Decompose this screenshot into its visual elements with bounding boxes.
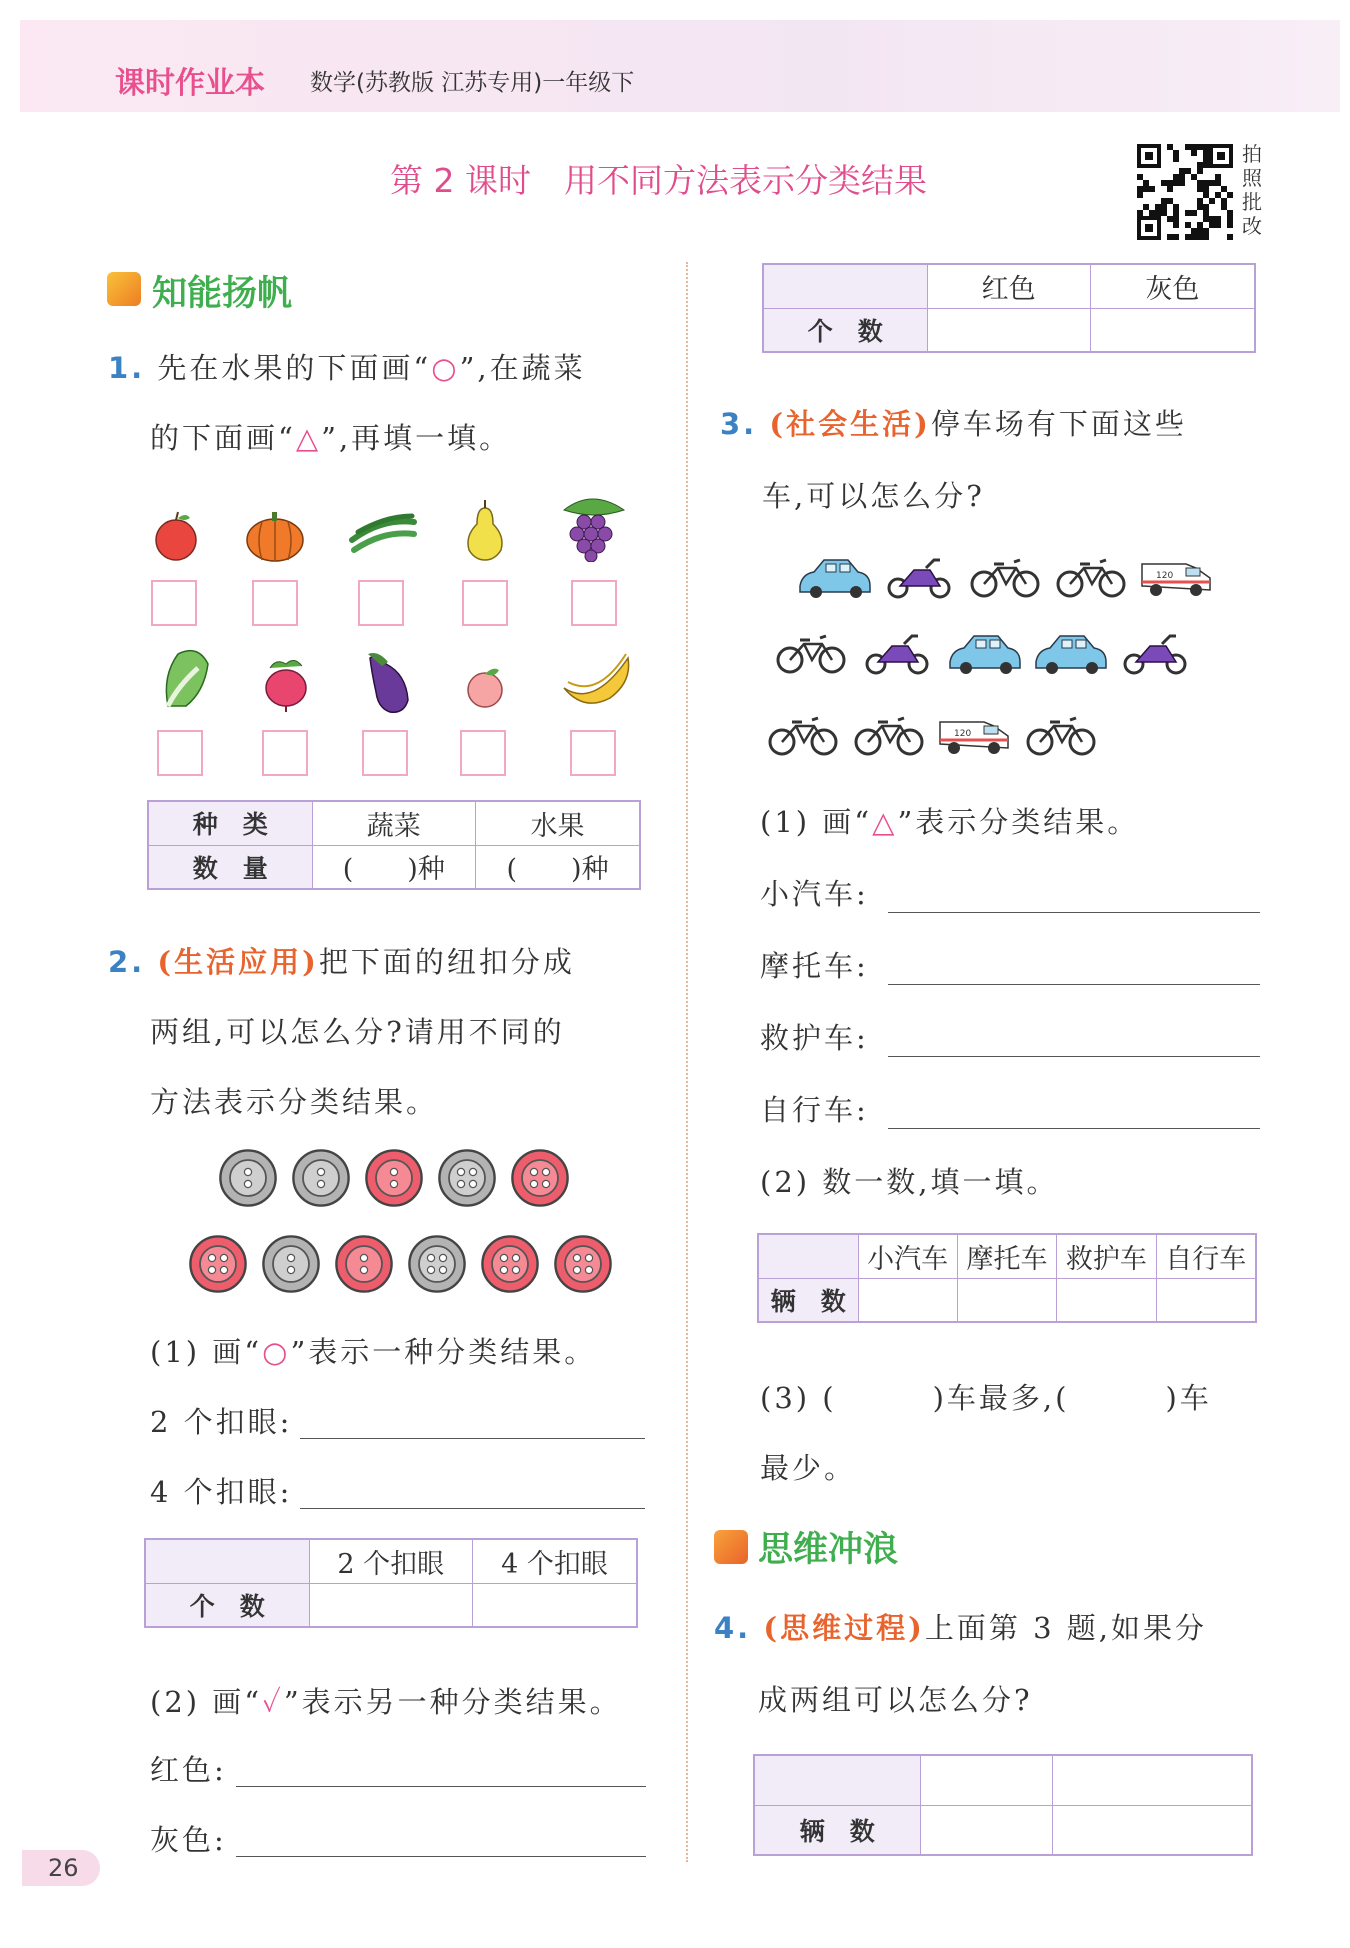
answer-line-two-holes[interactable]	[300, 1438, 645, 1439]
label-car: 小汽车:	[760, 877, 869, 911]
q1-table-fruit: 水果	[476, 801, 640, 845]
answer-line-motorcycle[interactable]	[888, 984, 1260, 985]
q3-line1	[720, 402, 1187, 443]
answer-box[interactable]	[157, 730, 203, 776]
q1-table-header-kind: 种 类	[148, 801, 312, 845]
bicycle-count-cell[interactable]	[1156, 1278, 1256, 1322]
q1-text-a: 先在水果的下面画“	[157, 351, 432, 385]
answer-box[interactable]	[362, 730, 408, 776]
q3-vehicle-table	[757, 1233, 1257, 1323]
answer-line-ambulance[interactable]	[888, 1056, 1260, 1057]
q1-text-b: ”,在蔬菜	[459, 351, 586, 385]
radish-icon	[260, 656, 314, 712]
q4-table	[753, 1754, 1253, 1856]
car-icon[interactable]	[944, 626, 1024, 680]
four-holes-header: 4 个扣眼	[473, 1539, 637, 1583]
q2-part2	[150, 1680, 622, 1721]
q3-part1	[760, 800, 1139, 841]
group-2-count-cell[interactable]	[1053, 1805, 1252, 1855]
answer-box[interactable]	[460, 730, 506, 776]
label-gray: 灰色:	[150, 1823, 227, 1857]
button-gray-2-holes-icon[interactable]	[291, 1148, 351, 1208]
check-symbol: ✓	[262, 1685, 284, 1719]
q2-p1-b: ”表示一种分类结果。	[290, 1335, 597, 1369]
q1-table-vegetable: 蔬菜	[312, 801, 476, 845]
q2-part1	[150, 1330, 596, 1371]
vehicle-count-header: 辆 数	[754, 1805, 920, 1855]
button-red-4-holes-icon[interactable]	[553, 1234, 613, 1294]
bicycle-icon[interactable]	[1052, 550, 1132, 604]
answer-line-bicycle[interactable]	[888, 1128, 1260, 1129]
label-ambulance: 救护车:	[760, 1021, 869, 1055]
car-icon[interactable]	[1030, 626, 1110, 680]
motorcycle-icon[interactable]	[1116, 626, 1196, 680]
green-beans-icon	[348, 510, 418, 560]
triangle-symbol: △	[872, 805, 898, 839]
q1-fruit-count-cell[interactable]: ( )种	[476, 845, 640, 889]
button-gray-2-holes-icon[interactable]	[261, 1234, 321, 1294]
q4-line2: 成两组可以怎么分?	[758, 1683, 1033, 1717]
bicycle-icon[interactable]	[764, 708, 844, 762]
bicycle-icon[interactable]	[850, 708, 930, 762]
lesson-title: 第 2 课时 用不同方法表示分类结果	[390, 161, 927, 200]
motorcycle-header: 摩托车	[957, 1234, 1056, 1278]
q2-text-a: 把下面的纽扣分成	[318, 945, 575, 979]
label-two-holes: 2 个扣眼:	[150, 1405, 293, 1439]
banana-icon	[558, 648, 634, 712]
label-four-holes: 4 个扣眼:	[150, 1475, 293, 1509]
table-corner	[758, 1234, 858, 1278]
apple-icon	[148, 508, 204, 564]
answer-box[interactable]	[151, 580, 197, 626]
pear-icon	[462, 498, 508, 562]
four-holes-count-cell[interactable]	[473, 1583, 637, 1627]
answer-line-gray[interactable]	[236, 1856, 646, 1857]
q2-p1-a: (1) 画“	[150, 1335, 263, 1369]
bicycle-icon[interactable]	[966, 550, 1046, 604]
circle-symbol: ○	[262, 1335, 291, 1369]
group-2-header-cell[interactable]	[1053, 1755, 1252, 1805]
answer-box[interactable]	[252, 580, 298, 626]
red-count-cell[interactable]	[927, 308, 1090, 352]
two-holes-header: 2 个扣眼	[309, 1539, 473, 1583]
section-title-2: 思维冲浪	[758, 1530, 899, 1570]
label-motorcycle: 摩托车:	[760, 949, 869, 983]
q1-text-d: ”,再填一填。	[321, 421, 512, 455]
table-corner	[145, 1539, 309, 1583]
q3-text-a: 停车场有下面这些	[930, 407, 1187, 441]
qr-code-icon[interactable]	[1135, 142, 1235, 242]
wave-icon	[714, 1530, 748, 1564]
q2-tag: (生活应用)	[157, 945, 319, 979]
ambulance-header: 救护车	[1057, 1234, 1156, 1278]
table-corner	[754, 1755, 920, 1805]
vehicle-count-header: 辆 数	[758, 1278, 858, 1322]
answer-line-red[interactable]	[236, 1786, 646, 1787]
q2-line2: 两组,可以怎么分?请用不同的	[150, 1015, 565, 1049]
ambulance-count-cell[interactable]	[1057, 1278, 1156, 1322]
q3-part2: (2) 数一数,填一填。	[760, 1165, 1059, 1199]
q1-number: 1.	[108, 351, 146, 385]
gray-header: 灰色	[1090, 264, 1255, 308]
button-gray-2-holes-icon[interactable]	[218, 1148, 278, 1208]
group-1-header-cell[interactable]	[920, 1755, 1053, 1805]
sail-icon	[107, 272, 141, 306]
car-header: 小汽车	[858, 1234, 957, 1278]
ambulance-icon[interactable]	[936, 708, 1016, 762]
count-header: 个 数	[145, 1583, 309, 1627]
circle-symbol: ○	[431, 351, 460, 385]
button-red-4-holes-icon[interactable]	[510, 1148, 570, 1208]
answer-box[interactable]	[462, 580, 508, 626]
label-red: 红色:	[150, 1753, 227, 1787]
q4-tag: (思维过程)	[763, 1611, 925, 1645]
bicycle-header: 自行车	[1156, 1234, 1256, 1278]
brand-title: 课时作业本	[115, 66, 265, 101]
bicycle-icon[interactable]	[1022, 708, 1102, 762]
q1-vegetable-count-cell[interactable]: ( )种	[312, 845, 476, 889]
answer-box[interactable]	[358, 580, 404, 626]
q3-number: 3.	[720, 407, 758, 441]
answer-line-car[interactable]	[888, 912, 1260, 913]
q2-line3: 方法表示分类结果。	[150, 1085, 439, 1119]
q2-p2-b: ”表示另一种分类结果。	[283, 1685, 622, 1719]
motorcycle-icon[interactable]	[858, 626, 938, 680]
q3-part3-line1: (3) ( )车最多,( )车	[760, 1381, 1212, 1415]
bok-choy-icon	[154, 646, 214, 710]
motorcycle-count-cell[interactable]	[957, 1278, 1056, 1322]
eggplant-icon	[360, 648, 416, 714]
pumpkin-icon	[244, 506, 306, 564]
group-1-count-cell[interactable]	[920, 1805, 1053, 1855]
answer-box[interactable]	[262, 730, 308, 776]
q1-table	[147, 800, 641, 890]
count-header: 个 数	[763, 308, 927, 352]
q1-text-c: 的下面画“	[150, 421, 296, 455]
q1-table-header-count: 数 量	[148, 845, 312, 889]
button-red-4-holes-icon[interactable]	[480, 1234, 540, 1294]
triangle-symbol: △	[295, 421, 322, 455]
book-subtitle: 数学(苏教版 江苏专用)一年级下	[310, 70, 635, 96]
q3-p1-b: ”表示分类结果。	[897, 805, 1140, 839]
page-number: 26	[22, 1850, 100, 1886]
button-red-2-holes-icon[interactable]	[364, 1148, 424, 1208]
q2-number: 2.	[108, 945, 146, 979]
gray-count-cell[interactable]	[1090, 308, 1255, 352]
button-gray-4-holes-icon[interactable]	[437, 1148, 497, 1208]
q4-text-a: 上面第 3 题,如果分	[924, 1611, 1207, 1645]
car-icon[interactable]	[794, 550, 874, 604]
bicycle-icon[interactable]	[772, 626, 852, 680]
ambulance-icon[interactable]	[1138, 550, 1218, 604]
section-title-1: 知能扬帆	[152, 274, 293, 314]
q4-line1	[714, 1606, 1207, 1647]
table-corner	[763, 264, 927, 308]
q2-color-table	[762, 263, 1256, 353]
q1-line1	[108, 346, 586, 387]
q1-line2	[150, 416, 511, 457]
label-bicycle: 自行车:	[760, 1093, 869, 1127]
motorcycle-icon[interactable]	[880, 550, 960, 604]
peach-icon	[462, 664, 508, 710]
answer-box[interactable]	[571, 580, 617, 626]
button-gray-4-holes-icon[interactable]	[407, 1234, 467, 1294]
q2-holes-table	[144, 1538, 638, 1628]
car-count-cell[interactable]	[858, 1278, 957, 1322]
q3-line2: 车,可以怎么分?	[762, 479, 985, 513]
q2-p2-a: (2) 画“	[150, 1685, 263, 1719]
qr-label: 拍照批改	[1242, 142, 1262, 238]
q3-part3-line2: 最少。	[760, 1451, 857, 1485]
q2-line1	[108, 940, 575, 981]
two-holes-count-cell[interactable]	[309, 1583, 473, 1627]
answer-box[interactable]	[570, 730, 616, 776]
button-red-2-holes-icon[interactable]	[334, 1234, 394, 1294]
svg-text:120: 120	[1156, 571, 1174, 581]
button-red-4-holes-icon[interactable]	[188, 1234, 248, 1294]
column-divider	[686, 262, 688, 1862]
red-header: 红色	[927, 264, 1090, 308]
svg-text:120: 120	[954, 729, 972, 739]
q3-p1-a: (1) 画“	[760, 805, 873, 839]
q4-number: 4.	[714, 1611, 752, 1645]
q3-tag: (社会生活)	[769, 407, 931, 441]
answer-line-four-holes[interactable]	[300, 1508, 645, 1509]
grapes-icon	[556, 492, 632, 562]
